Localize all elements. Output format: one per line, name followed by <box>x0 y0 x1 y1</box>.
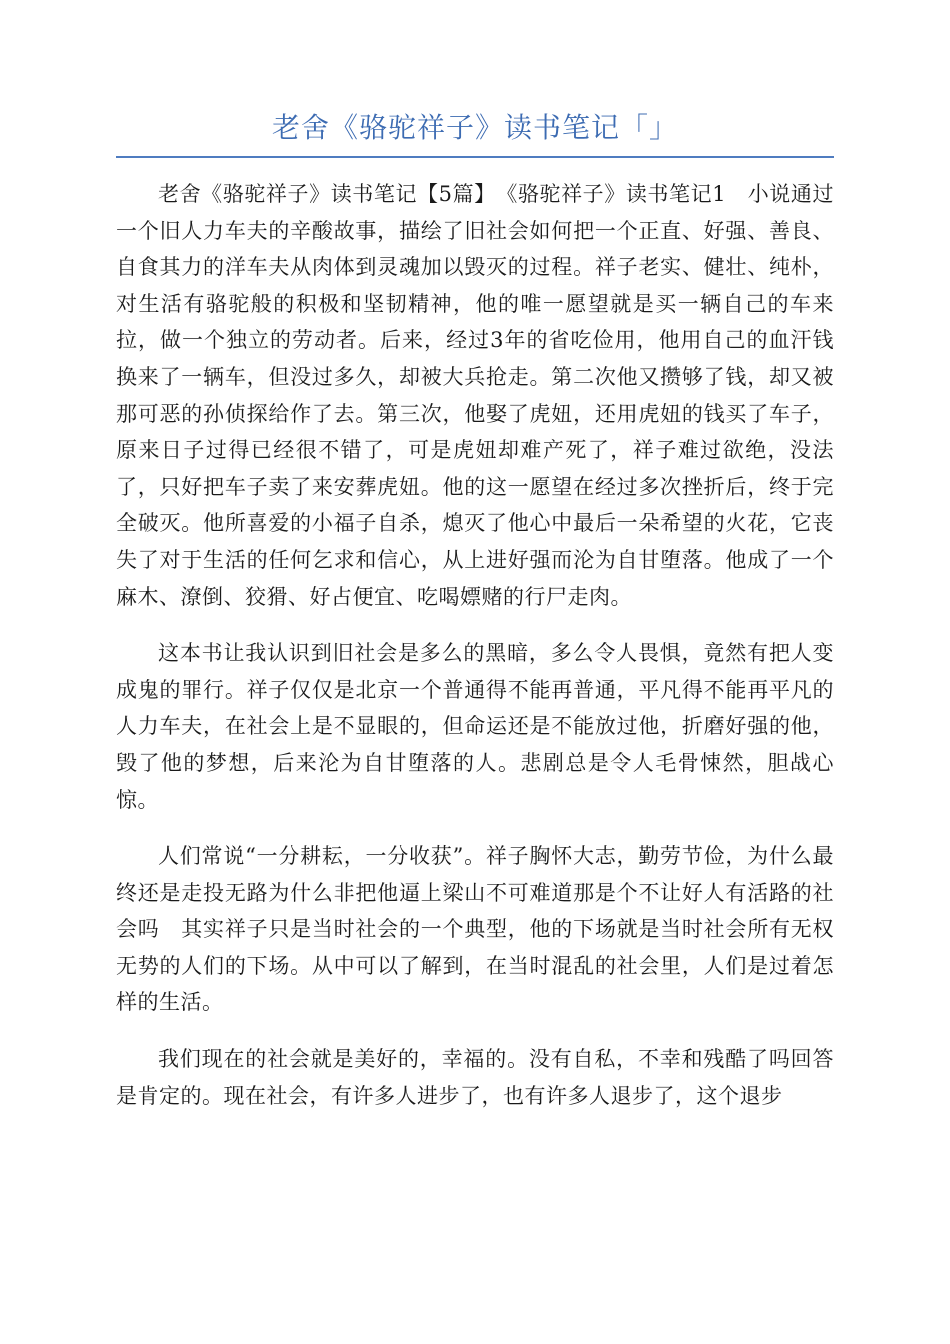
title-header <box>116 108 834 158</box>
paragraph-1: 老舍《骆驼祥子》读书笔记【5篇】 《骆驼祥子》读书笔记1 小说通过一个旧人力车夫的辛酸故事，描绘了旧社会如何把一个正直、好强、善良、自食其力的洋车夫从肉体到灵魂加以毁灭的过程。祥子老实、健壮、纯朴，对生活有骆驼般的积极和坚韧精神，他的唯一愿望就是买一辆自己的车来拉，做一个独立的劳动者。后来，经过3年的省吃俭用，他用自己的血汗钱换来了一辆车，但没过多久，却被大兵抢走。第二次他又攒够了钱，却又被那可恶的孙侦探给作了去。第三次，他娶了虎妞，还用虎妞的钱买了车子，原来日子过得已经很不错了，可是虎妞却难产死了，祥子难过欲绝，没法了，只好把车子卖了来安葬虎妞。他的这一愿望在经过多次挫折后，终于完全破灭。他所喜爱的小福子自杀，熄灭了他心中最后一朵希望的火花，它丧失了对于生活的任何乞求和信心，从上进好强而沦为自甘堕落。他成了一个麻木、潦倒、狡猾、好占便宜、吃喝嫖赌的行尸走肉。 <box>116 182 834 609</box>
document-title: 老舍《骆驼祥子》读书笔记「」 <box>271 111 678 144</box>
document-body <box>116 176 834 1134</box>
paragraph-3: 人们常说“一分耕耘，一分收获”。祥子胸怀大志，勤劳节俭，为什么最终还是走投无路为什么非把他逼上梁山不可难道那是个不让好人有活路的社会吗 其实祥子只是当时社会的一个典型，他的下场就是当时社会所有无权无势的人们的下场。从中可以了解到，在当时混乱的社会里，人们是过着怎样的生活。 <box>116 844 834 1015</box>
paragraph-2: 这本书让我认识到旧社会是多么的黑暗，多么令人畏惧，竟然有把人变成鬼的罪行。祥子仅仅是北京一个普通得不能再普通，平凡得不能再平凡的人力车夫，在社会上是不显眼的，但命运还是不能放过他，折磨好强的他，毁了他的梦想，后来沦为自甘堕落的人。悲剧总是令人毛骨悚然，胆战心惊。 <box>116 641 834 812</box>
paragraph-4: 我们现在的社会就是美好的，幸福的。没有自私，不幸和残酷了吗回答是肯定的。现在社会，有许多人进步了，也有许多人退步了，这个退步 <box>116 1047 834 1108</box>
